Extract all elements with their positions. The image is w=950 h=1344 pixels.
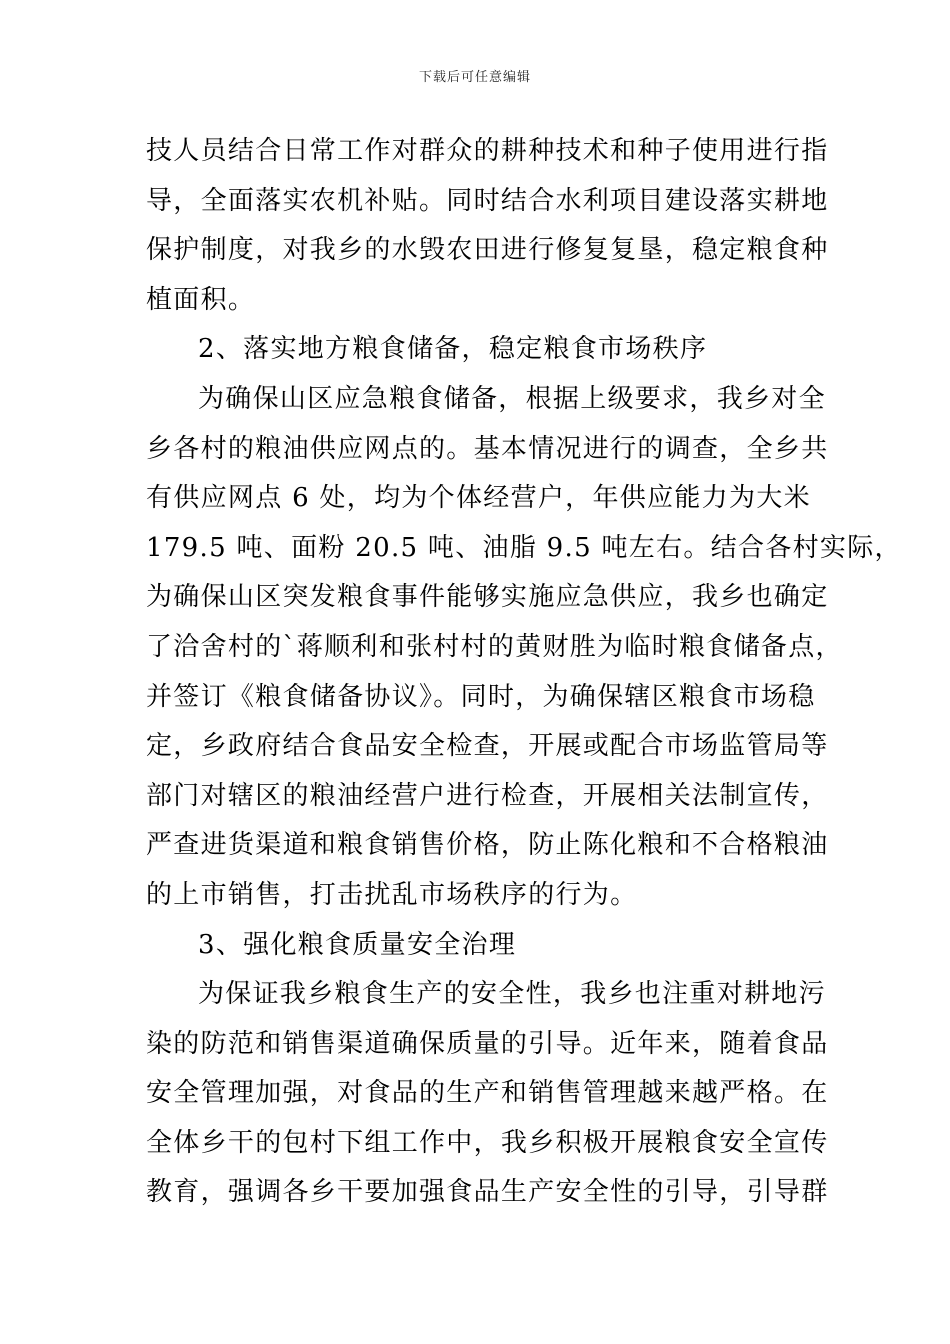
text-line: 教育，强调各乡干要加强食品生产安全性的引导，引导群	[146, 1177, 829, 1208]
document-body	[146, 127, 902, 1218]
text-line: 严查进货渠道和粮食销售价格，防止陈化粮和不合格粮油	[146, 830, 829, 861]
text-line: 全体乡干的包村下组工作中，我乡积极开展粮食安全宣传	[146, 1127, 829, 1158]
text-line: 179.5 吨、面粉 20.5 吨、油脂 9.5 吨左右。结合各村实际，	[146, 532, 902, 563]
section-heading: 3、强化粮食质量安全治理	[198, 929, 517, 960]
text-line: 为确保山区应急粮食储备，根据上级要求，我乡对全	[198, 383, 826, 414]
text-line: 的上市销售，打击扰乱市场秩序的行为。	[146, 879, 638, 910]
section-heading: 2、落实地方粮食储备，稳定粮食市场秩序	[198, 334, 708, 365]
text-line: 为保证我乡粮食生产的安全性，我乡也注重对耕地污	[198, 979, 826, 1010]
text-line: 染的防范和销售渠道确保质量的引导。近年来，随着食品	[146, 1028, 829, 1059]
text-line: 安全管理加强，对食品的生产和销售管理越来越严格。在	[146, 1078, 829, 1109]
text-line: 为确保山区突发粮食事件能够实施应急供应，我乡也确定	[146, 582, 829, 613]
text-line: 定，乡政府结合食品安全检查，开展或配合市场监管局等	[146, 731, 829, 762]
text-line: 保护制度，对我乡的水毁农田进行修复复垦，稳定粮食种	[146, 235, 829, 266]
text-line: 有供应网点 6 处，均为个体经营户，年供应能力为大米	[146, 483, 811, 514]
text-line: 部门对辖区的粮油经营户进行检查，开展相关法制宣传，	[146, 780, 829, 811]
text-line: 植面积。	[146, 284, 256, 315]
text-line: 乡各村的粮油供应网点的。基本情况进行的调查，全乡共	[146, 433, 829, 464]
text-line: 了洽舍村的`蒋顺利和张村村的黄财胜为临时粮食储备点，	[146, 631, 843, 662]
text-line: 并签订《粮食储备协议》。同时，为确保辖区粮食市场稳	[146, 681, 816, 712]
text-line: 导，全面落实农机补贴。同时结合水利项目建设落实耕地	[146, 185, 829, 216]
text-line: 技人员结合日常工作对群众的耕种技术和种子使用进行指	[146, 136, 829, 166]
page-header: 下载后可任意编辑	[418, 70, 531, 85]
